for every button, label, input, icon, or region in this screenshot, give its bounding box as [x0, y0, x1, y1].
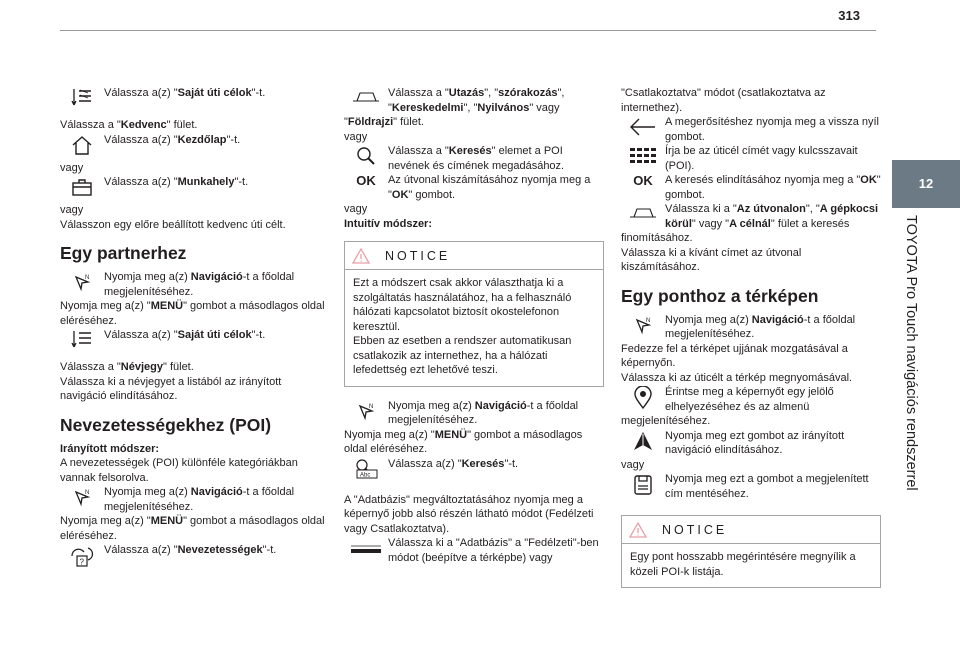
step-search: Abc Válassza a(z) "Keresés"-t. — [344, 457, 604, 485]
notice-title: NOTICE — [662, 522, 728, 537]
step-home: Válassza a(z) "Kezdőlap"-t. — [60, 133, 328, 161]
home-icon — [60, 133, 104, 161]
save-icon — [621, 472, 665, 500]
step-ok: OK Az útvonal kiszámításához nyomja meg a "OK" gombot. — [344, 173, 604, 202]
text-vagy: vagy — [621, 458, 645, 471]
warning-icon — [351, 247, 371, 265]
step-keyboard: Írja be az úticél címét vagy kulcsszavait (POI). — [621, 144, 881, 173]
step-refine: Válassza ki a "Az útvonalon", "A gépkocsi körül" vagy "A célnál" fület a keresés finomításához. — [621, 203, 879, 244]
notice-body: Egy pont hosszabb megérintésére megnyílik a közeli POI-k listája. — [630, 551, 856, 578]
text-vagy: vagy — [60, 161, 84, 174]
page-number: 313 — [838, 8, 860, 23]
chapter-title: TOYOTA Pro Touch navigációs rendszerrel — [903, 215, 919, 491]
back-arrow-icon — [621, 115, 665, 143]
text-kedvenc: Válassza a "Kedvenc" fület. — [60, 119, 198, 131]
column-2 — [344, 86, 604, 565]
navigation-icon — [60, 485, 104, 513]
saved-destinations-icon — [60, 328, 104, 356]
text-paragraph: Fedezze fel a térképet ujjának mozgatásával a képernyőn. — [621, 342, 848, 369]
notice-box — [621, 515, 881, 588]
svg-text:N: N — [85, 275, 90, 281]
text-paragraph: Válasszon egy előre beállított kedvenc úti célt. — [60, 218, 286, 231]
navigation-icon — [60, 270, 104, 298]
text-menu: Nyomja meg a(z) "MENÜ" gombot a másodlagos oldal eléréséhez. — [344, 428, 583, 455]
ok-icon: OK — [633, 173, 653, 188]
search-icon — [344, 144, 388, 172]
navigation-icon — [344, 399, 388, 427]
text-vagy: vagy — [344, 203, 368, 215]
text-paragraph: Válassza ki a kívánt címet az útvonal kiszámításához. — [621, 246, 802, 273]
keyboard-grid-icon — [621, 144, 665, 172]
column-1 — [60, 86, 328, 571]
step-ok: OK A keresés elindításához nyomja meg a "OK" gombot. — [621, 173, 881, 202]
step-marker: Érintse meg a képernyőt egy jelölő elhelyezéséhez és az almenü megjelenítéséhez. — [621, 386, 834, 427]
heading-partner: Egy partnerhez — [60, 243, 187, 263]
notice-box — [344, 241, 604, 387]
notice-header — [345, 242, 603, 270]
svg-text:N: N — [85, 490, 90, 496]
svg-text:?: ? — [79, 557, 84, 567]
work-icon — [60, 175, 104, 203]
step-navigation: N Nyomja meg a(z) Navigáció-t a főoldal megjelenítéséhez. — [60, 485, 328, 514]
step-navigation: N Nyomja meg a(z) Navigáció-t a főoldal megjelenítéséhez. — [60, 270, 328, 299]
tab-icon — [344, 86, 388, 114]
tab-icon — [621, 202, 665, 230]
text-paragraph: A nevezetességek (POI) különféle kategóriákban vannak felsorolva. — [60, 457, 298, 484]
svg-text:N: N — [646, 317, 651, 324]
notice-header — [622, 516, 880, 544]
step-back: A megerősítéshez nyomja meg a vissza nyíl gombot. — [621, 115, 881, 144]
step-navigation: N Nyomja meg a(z) Navigáció-t a főoldal megjelenítéséhez. — [621, 313, 881, 342]
ok-icon: OK — [356, 173, 376, 188]
svg-text:N: N — [369, 403, 374, 410]
text-menu: Nyomja meg a(z) "MENÜ" gombot a másodlagos oldal eléréséhez. — [60, 300, 325, 327]
step-guidance: Nyomja meg ezt gombot az irányított navigáció elindításához. — [621, 429, 881, 458]
text-vagy: vagy — [344, 130, 368, 143]
step-database: Válassza ki a "Adatbázis" a "Fedélzeti"-ben módot (beépítve a térképbe) vagy — [344, 536, 604, 565]
step-search: Válassza a "Keresés" elemet a POI nevének és címének megadásához. — [344, 144, 604, 173]
notice-body: Ezt a módszert csak akkor választhatja ki a szolgáltatás használatához, ha a felhasználó hálózati kapcsolatot biztosít okostelefonon keresztül. Ebben az esetben a rendszer automatikusan csatlakozik az internethez, ha a hálózati lefedettség ezt lehetővé teszi. — [353, 277, 572, 376]
text-method: Irányított módszer: — [60, 442, 160, 455]
text-paragraph: A "Adatbázis" megváltoztatásához nyomja meg a képernyő jobb alsó részén látható módot (Fedélzeti vagy Csatlakoztatva). — [344, 493, 594, 535]
step-saved-destinations: Válassza a(z) "Saját úti célok"-t. — [60, 86, 328, 114]
text-nevjegy: Válassza a "Névjegy" fület. — [60, 361, 194, 373]
notice-title: NOTICE — [385, 248, 451, 263]
database-icon — [344, 536, 388, 564]
warning-icon — [628, 521, 648, 539]
text-method: Intuitív módszer: — [344, 217, 433, 230]
text-paragraph: "Csatlakoztatva" módot (csatlakoztatva az internethez). — [621, 87, 826, 114]
svg-text:Abc: Abc — [360, 472, 371, 478]
step-work: Válassza a(z) "Munkahely"-t. — [60, 175, 328, 203]
guidance-icon — [621, 429, 665, 457]
navigation-icon — [621, 313, 665, 341]
step-categories: Válassza a "Utazás", "szórakozás", "Kereskedelmi", "Nyilvános" vagy "Földrajzi" fület. — [344, 87, 565, 128]
heading-map-point: Egy ponthoz a térképen — [621, 285, 819, 306]
text-paragraph: Válassza ki az úticélt a térkép megnyomásával. — [621, 371, 853, 384]
header-rule — [60, 30, 876, 31]
saved-destinations-icon — [60, 86, 104, 114]
text-paragraph: Válassza ki a névjegyet a listából az irányított navigáció elindításához. — [60, 375, 282, 402]
column-3 — [621, 86, 881, 596]
map-marker-icon — [621, 385, 665, 413]
step-poi: ? Válassza a(z) "Nevezetességek"-t. — [60, 543, 328, 571]
poi-icon — [60, 543, 104, 571]
keyboard-search-icon — [344, 457, 388, 485]
text-menu: Nyomja meg a(z) "MENÜ" gombot a másodlagos oldal eléréséhez. — [60, 515, 325, 542]
text-vagy: vagy — [60, 204, 84, 216]
chapter-tab[interactable]: 12 — [892, 160, 960, 208]
step-navigation: N Nyomja meg a(z) Navigáció-t a főoldal megjelenítéséhez. — [344, 399, 604, 428]
step-save: Nyomja meg ezt a gombot a megjelenített cím mentéséhez. — [621, 472, 881, 501]
heading-poi: Nevezetességekhez (POI) — [60, 414, 272, 435]
step-saved-destinations: Válassza a(z) "Saját úti célok"-t. — [60, 328, 328, 356]
